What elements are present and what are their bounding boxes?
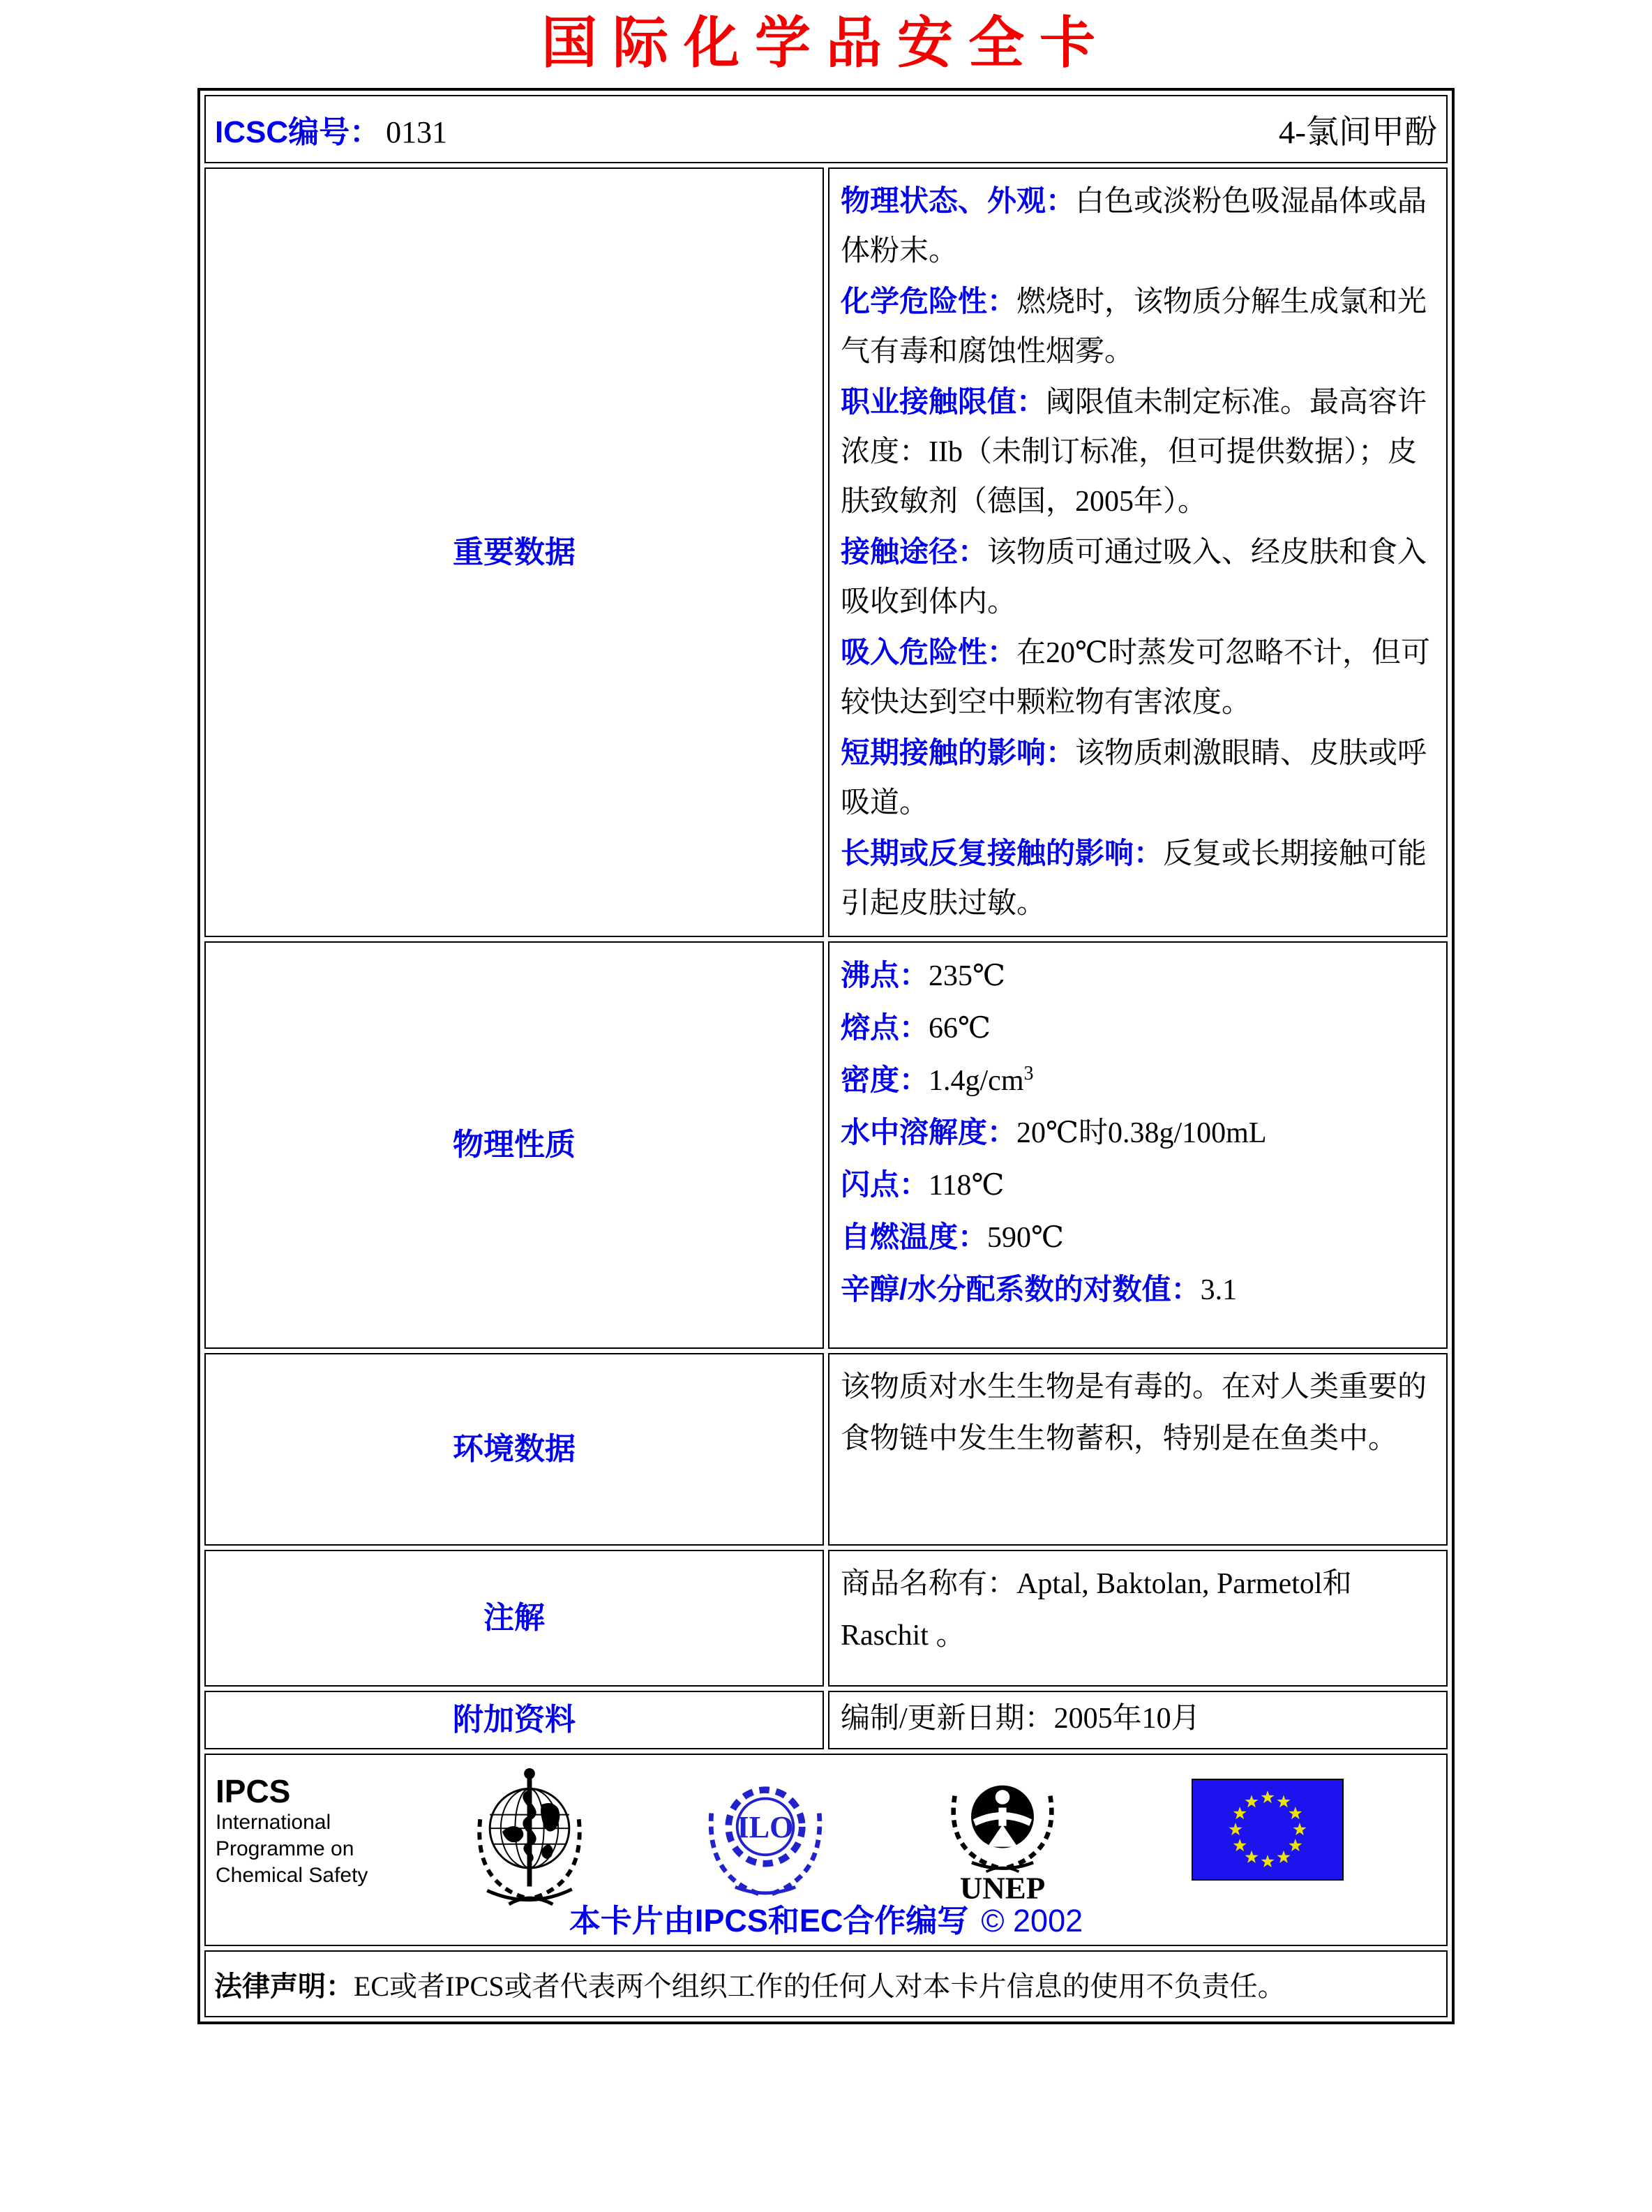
field-value: 20℃时0.38g/100mL <box>1016 1117 1267 1149</box>
section-label-notes: 注解 <box>204 1550 824 1687</box>
footer-row <box>204 1754 1448 1946</box>
important-data-content <box>828 167 1448 937</box>
important-data-item <box>841 276 1435 377</box>
field-label: 短期接触的影响： <box>841 736 1076 769</box>
footer-copyright: © 2002 <box>981 1903 1083 1938</box>
field-value: 该物质可通过吸入、经皮肤和食入吸收到体内。 <box>841 537 1427 618</box>
legal-label: 法律声明： <box>214 1971 354 2002</box>
field-value: 3.1 <box>1200 1274 1238 1306</box>
important-data-item <box>841 627 1435 728</box>
additional-info-content <box>828 1691 1448 1749</box>
icsc-number-label: ICSC编号： <box>215 115 381 149</box>
legal-cell <box>204 1950 1448 2017</box>
field-label: 物理状态、外观： <box>841 184 1076 217</box>
physical-properties-row <box>204 941 1448 1349</box>
important-data-row <box>204 167 1448 937</box>
notes-row <box>204 1550 1448 1687</box>
icsc-table <box>197 88 1455 2024</box>
field-label: 沸点： <box>841 959 929 992</box>
field-value: 阈限值未制定标准。最高容许浓度：IIb（未制订标准，但可提供数据）；皮肤致敏剂（德国，2005年）。 <box>841 387 1427 518</box>
field-value: 反复或长期接触可能引起皮肤过敏。 <box>841 838 1427 920</box>
section-label-physical-properties: 物理性质 <box>204 941 824 1349</box>
icsc-number-group <box>215 107 447 151</box>
field-value: 白色或淡粉色吸湿晶体或晶体粉末。 <box>841 186 1427 267</box>
header-cell <box>204 95 1448 163</box>
environmental-data-content <box>828 1353 1448 1546</box>
chemical-name: 4-氯间甲酚 <box>1278 114 1437 151</box>
important-data-item <box>841 176 1435 276</box>
field-value: 235℃ <box>929 960 1005 992</box>
important-data-item <box>841 377 1435 527</box>
ipcs-subtitle-line: International <box>216 1811 331 1834</box>
footer-caption <box>206 1895 1446 1941</box>
unep-logo-text: UNEP <box>959 1870 1046 1903</box>
ipcs-subtitle-line: Programme on <box>216 1837 354 1860</box>
ipcs-title: IPCS <box>216 1773 291 1809</box>
page-title: 国际化学品安全卡 <box>541 12 1111 74</box>
field-label: 化学危险性： <box>841 285 1017 317</box>
field-label: 职业接触限值： <box>841 385 1046 418</box>
important-data-item <box>841 828 1435 929</box>
legal-text: EC或者IPCS或者代表两个组织工作的任何人对本卡片信息的使用不负责任。 <box>354 1970 1286 2002</box>
eu-flag-icon <box>1192 1779 1344 1881</box>
section-label-environmental-data: 环境数据 <box>204 1353 824 1546</box>
ipcs-subtitle-line: Chemical Safety <box>216 1864 368 1887</box>
physical-property-item <box>841 950 1435 1002</box>
header-inner <box>206 106 1446 153</box>
ilo-logo-text: ILO <box>737 1810 794 1845</box>
footer-cell <box>204 1754 1448 1946</box>
ilo-logo-icon <box>698 1768 832 1899</box>
physical-property-item <box>841 1002 1435 1054</box>
header-row <box>204 95 1448 163</box>
who-logo-icon <box>461 1763 598 1907</box>
field-label: 吸入危险性： <box>841 636 1017 668</box>
density-superscript: 3 <box>1023 1063 1034 1084</box>
field-value: 该物质刺激眼睛、皮肤或呼吸道。 <box>841 738 1427 819</box>
field-label: 水中溶解度： <box>841 1116 1017 1149</box>
important-data-item <box>841 728 1435 828</box>
field-label: 辛醇/水分配系数的对数值： <box>841 1273 1201 1306</box>
section-label-important-data: 重要数据 <box>204 167 824 937</box>
field-value: 590℃ <box>987 1222 1064 1254</box>
physical-property-item <box>841 1054 1435 1107</box>
section-label-additional-info: 附加资料 <box>204 1691 824 1749</box>
field-value: 66℃ <box>929 1012 991 1045</box>
field-label: 长期或反复接触的影响： <box>841 837 1164 869</box>
legal-row <box>204 1950 1448 2017</box>
field-value: 1.4g/cm <box>929 1065 1024 1097</box>
environmental-data-text: 该物质对水生生物是有毒的。在对人类重要的食物链中发生生物蓄积，特别是在鱼类中。 <box>841 1371 1427 1455</box>
field-value: 在20℃时蒸发可忽略不计，但可较快达到空中颗粒物有害浓度。 <box>841 637 1430 719</box>
notes-content <box>828 1550 1448 1687</box>
field-label: 熔点： <box>841 1011 929 1044</box>
physical-properties-content <box>828 941 1448 1349</box>
additional-info-row <box>204 1691 1448 1749</box>
field-value: 燃烧时，该物质分解生成氯和光气有毒和腐蚀性烟雾。 <box>841 286 1427 368</box>
additional-info-text: 编制/更新日期：2005年10月 <box>841 1703 1201 1735</box>
field-label: 闪点： <box>841 1168 929 1201</box>
field-value: 118℃ <box>929 1169 1005 1202</box>
icsc-number-value: 0131 <box>386 115 448 149</box>
important-data-item <box>841 527 1435 627</box>
physical-property-item <box>841 1264 1435 1316</box>
physical-property-item <box>841 1211 1435 1264</box>
unep-logo-icon <box>940 1763 1065 1903</box>
field-label: 自燃温度： <box>841 1220 988 1253</box>
footer-caption-text: 本卡片由IPCS和EC合作编写 <box>569 1903 969 1938</box>
environmental-data-row <box>204 1353 1448 1546</box>
physical-property-item <box>841 1107 1435 1159</box>
ipcs-block <box>216 1773 368 1889</box>
field-label: 密度： <box>841 1063 929 1096</box>
physical-property-item <box>841 1159 1435 1211</box>
field-label: 接触途径： <box>841 535 988 568</box>
notes-text: 商品名称有：Aptal, Baktolan, Parmetol和 Raschit 。 <box>841 1568 1352 1652</box>
